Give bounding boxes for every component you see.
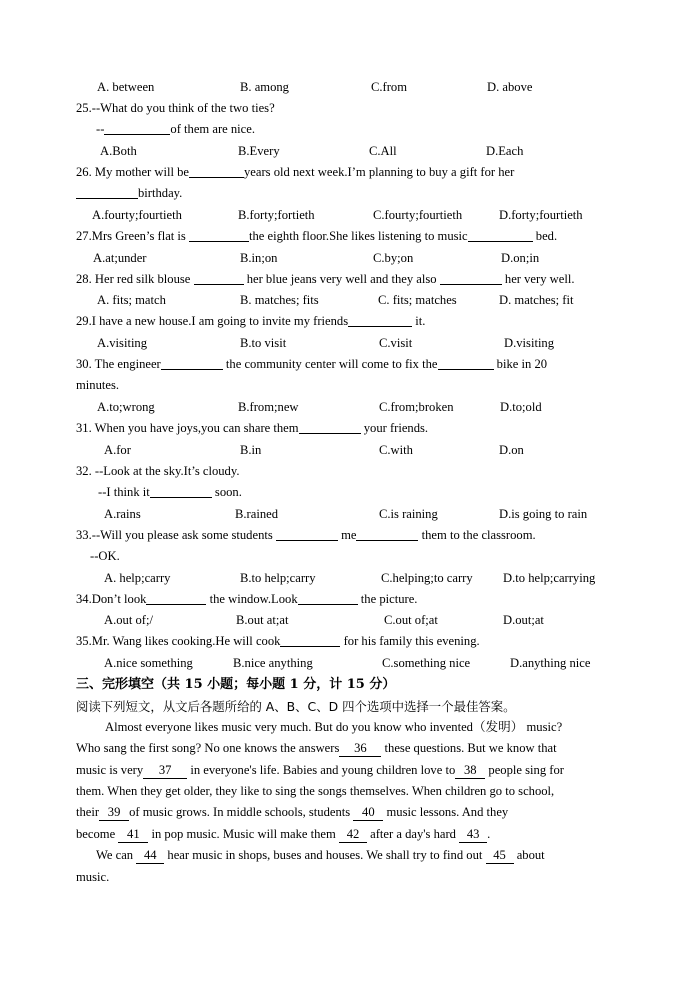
cloze-blank-38: 38 [455, 763, 485, 779]
q25-option-c: C.All [369, 144, 397, 158]
q26-option-b: B.forty;fortieth [238, 208, 315, 222]
q32-option-b: B.rained [235, 507, 279, 521]
answer-blank [440, 270, 502, 285]
answer-blank [76, 184, 138, 199]
passage-line: We can 44 hear music in shops, buses and houses. We shall try to find out 45 about [96, 848, 545, 862]
q25-line1: --What do you think of the two ties? [91, 101, 275, 115]
q27-option-a: A.at;under [93, 251, 147, 265]
q35-option-a: A.nice something [104, 656, 193, 670]
q34-option-c: C.out of;at [384, 613, 438, 627]
q24-option-c: C.from [371, 80, 408, 94]
passage-line: music is very 37 in everyone's life. Babies and young children love to 38 people sing for [76, 763, 564, 777]
q25-question [76, 98, 275, 119]
q32-option-a: A.rains [104, 507, 141, 521]
passage-line: music. [76, 870, 110, 884]
q33-question: 33.--Will you please ask some students me them to the classroom. [76, 528, 536, 542]
passage-line: their 39 of music grows. In middle schools, students 40 music lessons. And they [76, 805, 509, 819]
q29-option-b: B.to visit [240, 336, 287, 350]
answer-blank [280, 632, 340, 647]
q26-option-a: A.fourty;fourtieth [92, 208, 182, 222]
cloze-blank-40: 40 [353, 805, 383, 821]
q24-option-a: A. between [97, 80, 155, 94]
q24-option-d: D. above [487, 80, 533, 94]
q29-option-a: A.visiting [97, 336, 148, 350]
answer-blank [161, 355, 223, 370]
answer-blank [146, 590, 206, 605]
q35-question: 35.Mr. Wang likes cooking.He will cook for his family this evening. [76, 634, 480, 648]
answer-blank [189, 163, 244, 178]
q30-question: 30. The engineer the community center will come to fix the bike in 20 [76, 357, 548, 371]
q34-option-a: A.out of;/ [104, 613, 153, 627]
cloze-blank-44: 44 [136, 848, 164, 864]
q28-option-a: A. fits; match [97, 293, 166, 307]
q27-option-b: B.in;on [240, 251, 278, 265]
cloze-blank-41: 41 [118, 827, 148, 843]
cloze-blank-42: 42 [339, 827, 367, 843]
q25-option-d: D.Each [486, 144, 524, 158]
q28-option-c: C. fits; matches [378, 293, 457, 307]
q28-option-d: D. matches; fit [499, 293, 574, 307]
q33-option-d: D.to help;carrying [503, 571, 596, 585]
q26-option-d: D.forty;fourtieth [499, 208, 583, 222]
answer-blank [194, 270, 244, 285]
answer-blank [468, 227, 533, 242]
answer-blank [150, 483, 212, 498]
q35-option-b: B.nice anything [233, 656, 313, 670]
answer-blank [189, 227, 249, 242]
section-heading: 三、完形填空（共 15 小题；每小题 1 分，计 15 分） [76, 677, 396, 692]
q35-option-d: D.anything nice [510, 656, 591, 670]
q31-option-d: D.on [499, 443, 524, 457]
q25-option-a: A.Both [100, 144, 137, 158]
q26-option-c: C.fourty;fourtieth [373, 208, 463, 222]
answer-blank [276, 526, 338, 541]
q28-question: 28. Her red silk blouse her blue jeans very well and they also her very well. [76, 272, 575, 286]
answer-blank [348, 312, 412, 327]
answer-blank [356, 526, 418, 541]
q32-option-d: D.is going to rain [499, 507, 588, 521]
q33-line2: --OK. [90, 549, 120, 563]
q30-option-c: C.from;broken [379, 400, 454, 414]
cloze-blank-36: 36 [339, 741, 381, 757]
answer-blank [298, 590, 358, 605]
q34-question: 34.Don’t look the window.Look the picture. [76, 592, 418, 606]
q29-option-d: D.visiting [504, 336, 555, 350]
passage-line: Almost everyone likes music very much. But do you know who invented（发明） music? [105, 720, 563, 734]
q31-option-c: C.with [379, 443, 413, 457]
q30-option-a: A.to;wrong [97, 400, 155, 414]
q30-line2: minutes. [76, 378, 120, 392]
q33-option-b: B.to help;carry [240, 571, 316, 585]
q33-option-a: A. help;carry [104, 571, 171, 585]
q32-option-c: C.is raining [379, 507, 438, 521]
passage-line: become 41 in pop music. Music will make them 42 after a day's hard 43 . [76, 827, 491, 841]
q31-option-b: B.in [240, 443, 262, 457]
q34-option-d: D.out;at [503, 613, 544, 627]
answer-blank [299, 419, 361, 434]
section-instruction: 阅读下列短文，从文后各题所给的 A、B、C、D 四个选项中选择一个最佳答案。 [76, 699, 516, 714]
q30-option-d: D.to;old [500, 400, 542, 414]
q29-question: 29.I have a new house.I am going to invite my friends it. [76, 314, 426, 328]
q25-answer-line: -- of them are nice. [96, 122, 256, 136]
cloze-blank-43: 43 [459, 827, 487, 843]
passage-line: them. When they get older, they like to sing the songs themselves. When children go to school, [76, 784, 555, 798]
q31-question: 31. When you have joys,you can share them your friends. [76, 421, 429, 435]
answer-blank [104, 120, 170, 135]
cloze-blank-37: 37 [143, 763, 187, 779]
q26-question: 26. My mother will be years old next week.I’m planning to buy a gift for her [76, 165, 515, 179]
q30-option-b: B.from;new [238, 400, 299, 414]
q25-number: 25. [76, 101, 92, 115]
q25-option-b: B.Every [238, 144, 280, 158]
q29-option-c: C.visit [379, 336, 413, 350]
cloze-blank-45: 45 [486, 848, 514, 864]
q24-option-b: B. among [240, 80, 289, 94]
q34-option-b: B.out at;at [236, 613, 289, 627]
q28-option-b: B. matches; fits [240, 293, 319, 307]
q27-question: 27.Mrs Green’s flat is the eighth floor.She likes listening to music bed. [76, 229, 558, 243]
q26-line2: birthday. [76, 183, 182, 204]
q27-option-d: D.on;in [501, 251, 540, 265]
q32-line2: --I think it soon. [98, 485, 242, 499]
passage-line: Who sang the first song? No one knows the answers 36 these questions. But we know that [76, 741, 557, 755]
cloze-blank-39: 39 [99, 805, 129, 821]
q31-option-a: A.for [104, 443, 131, 457]
q32-question: 32. --Look at the sky.It’s cloudy. [76, 464, 240, 478]
q33-option-c: C.helping;to carry [381, 571, 473, 585]
answer-blank [438, 355, 494, 370]
q35-option-c: C.something nice [382, 656, 471, 670]
q27-option-c: C.by;on [373, 251, 414, 265]
